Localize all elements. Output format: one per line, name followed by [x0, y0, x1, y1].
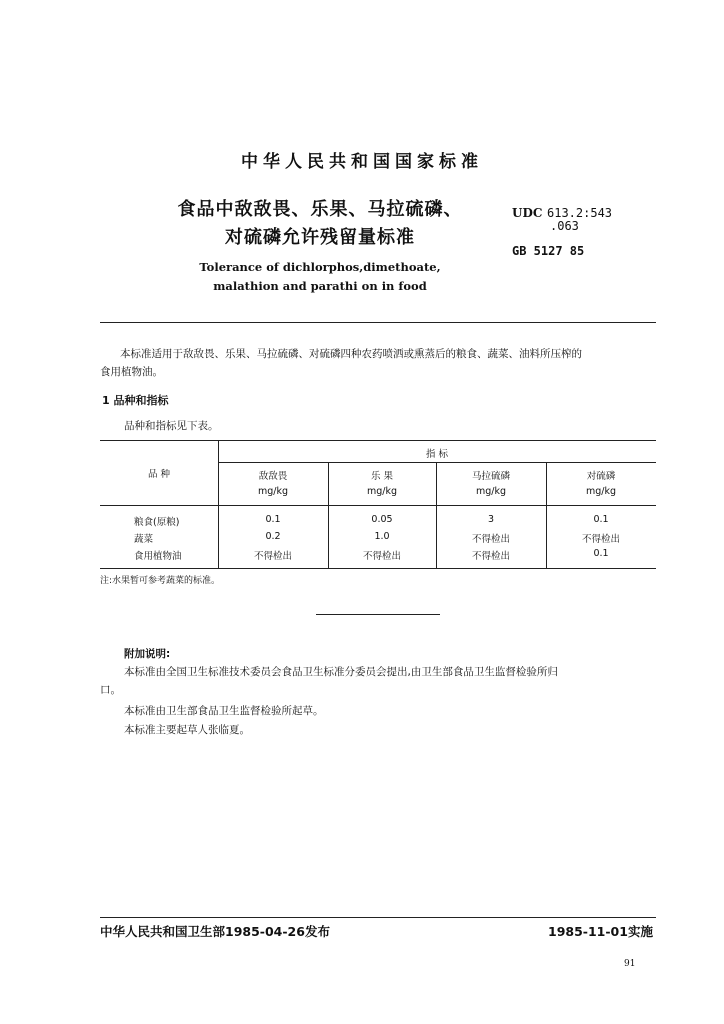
table-cell: 不得检出 [471, 534, 510, 545]
row-label-vegetables: 蔬菜 [134, 534, 154, 545]
table-cell: 0.2 [265, 531, 281, 542]
table-rule-top [100, 440, 656, 441]
udc-label: UDC [512, 206, 543, 220]
table-cell: 0.1 [593, 548, 609, 559]
col-unit-dichlorvos: mg/kg [257, 486, 289, 497]
col-unit-malathion: mg/kg [475, 486, 507, 497]
col-name-dimethoate: 乐 果 [370, 471, 394, 482]
section1-heading: 1 品种和指标 [102, 394, 169, 407]
table-cell: 0.05 [371, 514, 393, 525]
intro-line1: 本标准适用于敌敌畏、乐果、马拉硫磷、对硫磷四种农药喷洒或熏蒸后的粮食、蔬菜、油料所压榨的 [120, 348, 582, 360]
table-cell: 0.1 [265, 514, 281, 525]
udc-code-line1: 613.2:543 [547, 206, 613, 220]
col-unit-parathion: mg/kg [585, 486, 617, 497]
appendix-title: 附加说明: [124, 648, 171, 660]
title-en-line2: malathion and parathi on in food [213, 279, 427, 293]
appendix-line1: 本标准由全国卫生标准技术委员会食品卫生标准分委员会提出,由卫生部食品卫生监督检验所归 [124, 666, 558, 678]
title-en-line1: Tolerance of dichlorphos,dimethoate, [199, 260, 441, 274]
table-note: 注:水果暂可参考蔬菜的标准。 [100, 576, 221, 586]
col-unit-dimethoate: mg/kg [366, 486, 398, 497]
table-cell: 0.1 [593, 514, 609, 525]
table-rule-bottom [100, 568, 656, 569]
table-rule-index [218, 462, 656, 463]
udc-code-line2: .063 [550, 219, 579, 233]
intro-line2: 食用植物油。 [100, 366, 163, 378]
standard-header: 中华人民共和国国家标准 [241, 152, 483, 172]
table-cell: 3 [487, 514, 495, 525]
col-name-dichlorvos: 敌敌畏 [258, 471, 288, 482]
title-cn-line1: 食品中敌敌畏、乐果、马拉硫磷、 [177, 199, 463, 220]
row-label-edible-oil: 食用植物油 [134, 551, 182, 562]
variety-header: 品 种 [147, 469, 171, 480]
table-cell: 不得检出 [471, 551, 510, 562]
table-cell: 不得检出 [581, 534, 620, 545]
table-cell: 不得检出 [253, 551, 292, 562]
index-header: 指 标 [425, 449, 449, 460]
section-divider [316, 614, 440, 615]
appendix-line3: 本标准由卫生部食品卫生监督检验所起草。 [124, 705, 324, 717]
col-name-parathion: 对硫磷 [586, 471, 616, 482]
title-cn-line2: 对硫磷允许残留量标准 [225, 227, 415, 248]
gb-code: GB 5127 85 [512, 244, 585, 258]
col-name-malathion: 马拉硫磷 [471, 471, 510, 482]
table-cell: 不得检出 [362, 551, 401, 562]
footer-effective: 1985-11-01实施 [548, 924, 653, 939]
bottom-divider [100, 917, 656, 918]
top-divider [100, 322, 656, 323]
footer-issued: 中华人民共和国卫生部1985-04-26发布 [100, 924, 330, 939]
appendix-line4: 本标准主要起草人张临夏。 [124, 724, 250, 736]
row-label-grain: 粮食(原粮) [134, 517, 180, 528]
table-cell: 1.0 [374, 531, 390, 542]
page-number: 91 [624, 959, 636, 969]
section1-text: 品种和指标见下表。 [124, 420, 219, 432]
table-rule-header [100, 505, 656, 506]
appendix-line2: 口。 [100, 684, 121, 696]
